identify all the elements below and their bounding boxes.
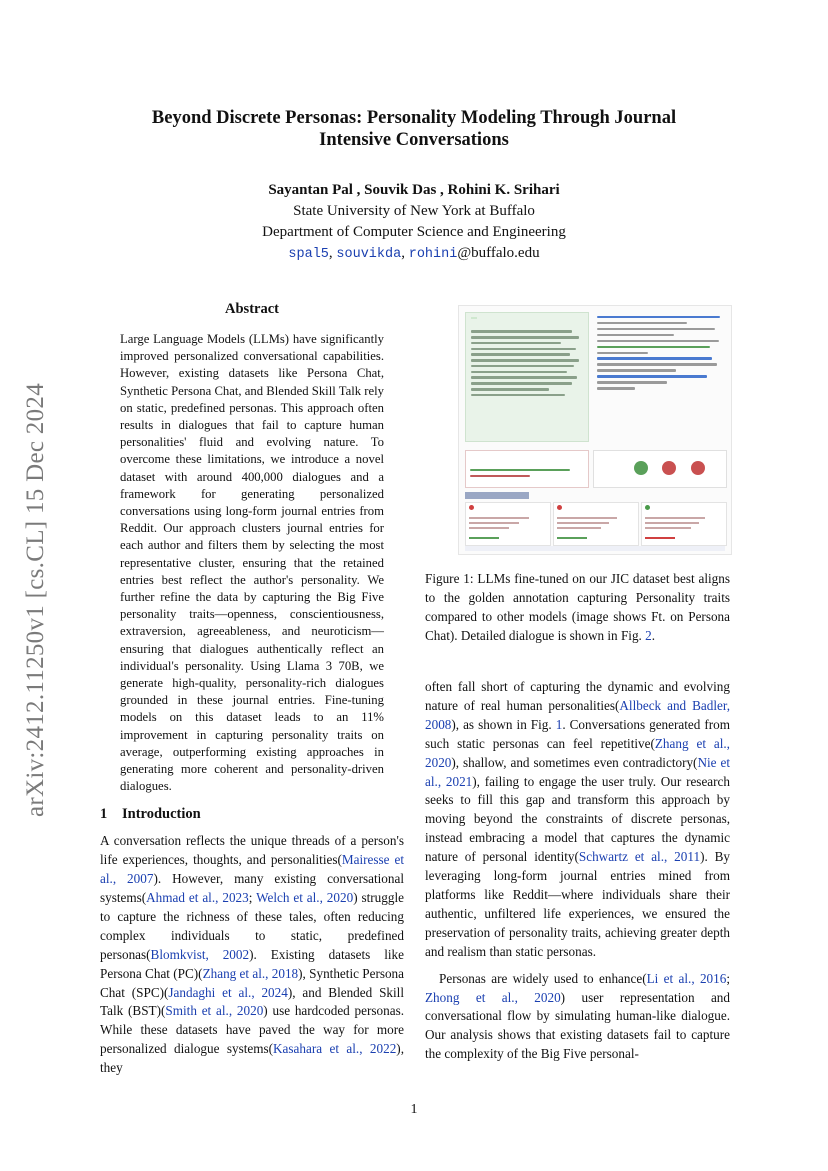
title-line-2: Intensive Conversations [319,130,509,150]
text-run: ), shallow, and sometimes even contradictory( [451,754,698,770]
right-paragraph-2 [425,970,730,1065]
text-run: . Conversations generated from such static personas can feel repetitive( [425,716,730,751]
figure-frustrated-face-icon [691,461,705,475]
text-run: ). Existing datasets like Persona Chat (PC)( [100,946,404,981]
figure-chat-transcript [597,312,725,440]
arxiv-identifier: arXiv:2412.11250v1 [cs.CL] 15 Dec 2024 [22,382,49,818]
email-domain: @buffalo.edu [457,245,540,261]
text-run: ), as shown in Fig. [451,716,556,732]
citation-link[interactable]: Li et al., 2016 [646,970,727,986]
title-line-1: Beyond Discrete Personas: Personality Modeling Through Journal [151,108,677,128]
figure-stressed-face-icon [662,461,676,475]
figure-model-pc [553,502,639,546]
author-emails [100,243,728,265]
abstract-heading: Abstract [225,301,279,317]
citation-link[interactable]: Smith et al., 2020 [165,1003,264,1019]
text-run: ) struggle to capture the richness of these tales, often reducing complex individuals to static, predefined personas( [100,890,404,962]
intro-paragraph [100,832,404,1078]
left-column [100,300,404,1078]
text-run: ), failing to engage the user truly. Our research seeks to fill this gap and transform this approach by moving beyond the constraints of discrete personas, instead embracing a model that captures the dynamic nature of personal identity( [425,773,730,865]
citation-link[interactable]: Zhang et al., 2020 [425,735,730,770]
text-run: often fall short of capturing the dynamic and evolving nature of real human personalities( [425,679,730,713]
text-run: ) user representation and conversational flow by simulating human-like dialogue. Our analysis shows that existing datasets fail to capture the complexity of the Big Five personal- [425,989,730,1062]
text-run: ). However, many existing conversational systems( [100,871,404,906]
right-paragraph-1 [425,678,730,962]
text-run: . [651,627,656,643]
text-run: ), they [100,1041,404,1076]
affiliation-university: State University of New York at Buffalo [293,203,535,219]
text-run: ), Synthetic Persona Chat (SPC)( [100,965,405,1000]
citation-link[interactable]: Zhang et al., 2018 [202,965,299,981]
paper-title [100,107,728,151]
citation-link[interactable]: Kasahara et al., 2022 [273,1041,397,1057]
email-spal5[interactable]: spal5 [288,247,329,262]
section-title: Introduction [122,806,201,823]
email-rohini[interactable]: rohini [408,247,458,262]
page-number: 1 [410,1102,418,1117]
arxiv-side-stamp [16,360,56,840]
citation-link[interactable]: 2 [645,627,652,643]
citation-link[interactable]: Schwartz et al., 2011 [578,849,701,865]
figure-context-lines [471,327,583,400]
author-block [100,180,728,265]
figure-1-image [458,305,732,555]
figure-agreeable-face-icon [634,461,648,475]
figure-model-baseline [465,502,551,546]
citation-link[interactable]: Welch et al., 2020 [256,890,354,906]
right-column [425,678,730,1064]
affiliation-department: Department of Computer Science and Engineering [262,224,566,240]
abstract-text: Large Language Models (LLMs) have significantly improved personalized conversational capabilities. However, existing datasets like Persona Chat, Synthetic Persona Chat, and Blended Skill Talk rely on static, predefined personas. This approach often results in dialogues that fail to capture human personalities' fluid and evolving nature. To overcome these limitations, we introduce a novel dataset with around 400,000 dialogues and a framework for generating personalized conversations using long-form journal entries from Reddit. Our approach clusters journal entries for each author and filters them by selecting the most representative cluster, ensuring that the retained entries best reflect the author's personality. We further refine the data by capturing the Big Five personality traits—openness, conscientiousness, extraversion, agreeableness, and neuroticism—ensuring that dialogues authentically reflect an individual's personality. Using Llama 3 70B, we generate high-quality, personality-rich dialogues grounded in these journal entries. Fine-tuning models on this dataset leads to an 11% improvement in capturing personality traits on average, outperforming existing approaches in generating more coherent and personality-driven dialogues. [120,331,384,794]
text-run: A conversation reflects the unique threads of a person's life experiences, thoughts, and personalities( [100,833,404,868]
citation-link[interactable]: Allbeck and Badler, 2008 [425,697,730,732]
text-run: Figure 1: LLMs fine-tuned on our JIC dataset best aligns to the golden annotation capturing Personality traits compared to other models (image shows Ft. on Persona Chat). Detailed dialogue is shown in Fig. [425,571,730,643]
citation-link[interactable]: Jandaghi et al., 2024 [168,984,288,1000]
figure-dialogue-context-header [471,317,477,319]
text-run: ). By leveraging long-form journal entries mined from platforms like Reddit—where individuals share their authentic, unfiltered life experiences, we ensured the preservation of personality traits, achieving greater depth and realism than static personas. [425,849,731,959]
section-heading-introduction [100,805,404,824]
email-separator: , [328,245,337,261]
figure-big-five-bar [465,546,725,551]
citation-link[interactable]: Zhong et al., 2020 [425,989,561,1005]
figure-golden-traits [593,450,727,488]
email-souvikda[interactable]: souvikda [336,247,402,262]
figure-1-caption [425,570,730,646]
text-run: ) use hardcoded personas. While these datasets have paved the way for more personalized dialogue systems( [100,1003,404,1057]
citation-link[interactable]: Nie et al., 2021 [425,754,730,789]
email-separator: , [401,245,409,261]
author-names: Sayantan Pal , Souvik Das , Rohini K. Srihari [268,182,560,198]
figure-model-responses-label [465,492,529,499]
section-number: 1 [100,806,108,823]
figure-dialogue-context-card [465,312,589,442]
text-run: Personas are widely used to enhance( [439,970,647,986]
figure-golden-response [465,450,589,488]
citation-link[interactable]: Ahmad et al., 2023 [146,890,249,906]
text-run: ), and Blended Skill Talk (BST)( [100,984,404,1019]
citation-link[interactable]: 1 [555,716,563,732]
citation-link[interactable]: Blomkvist, 2002 [150,946,250,962]
text-run: ; [726,970,731,986]
text-run: ; [248,890,257,906]
citation-link[interactable]: Mairesse et al., 2007 [100,852,405,887]
figure-model-jic [641,502,727,546]
